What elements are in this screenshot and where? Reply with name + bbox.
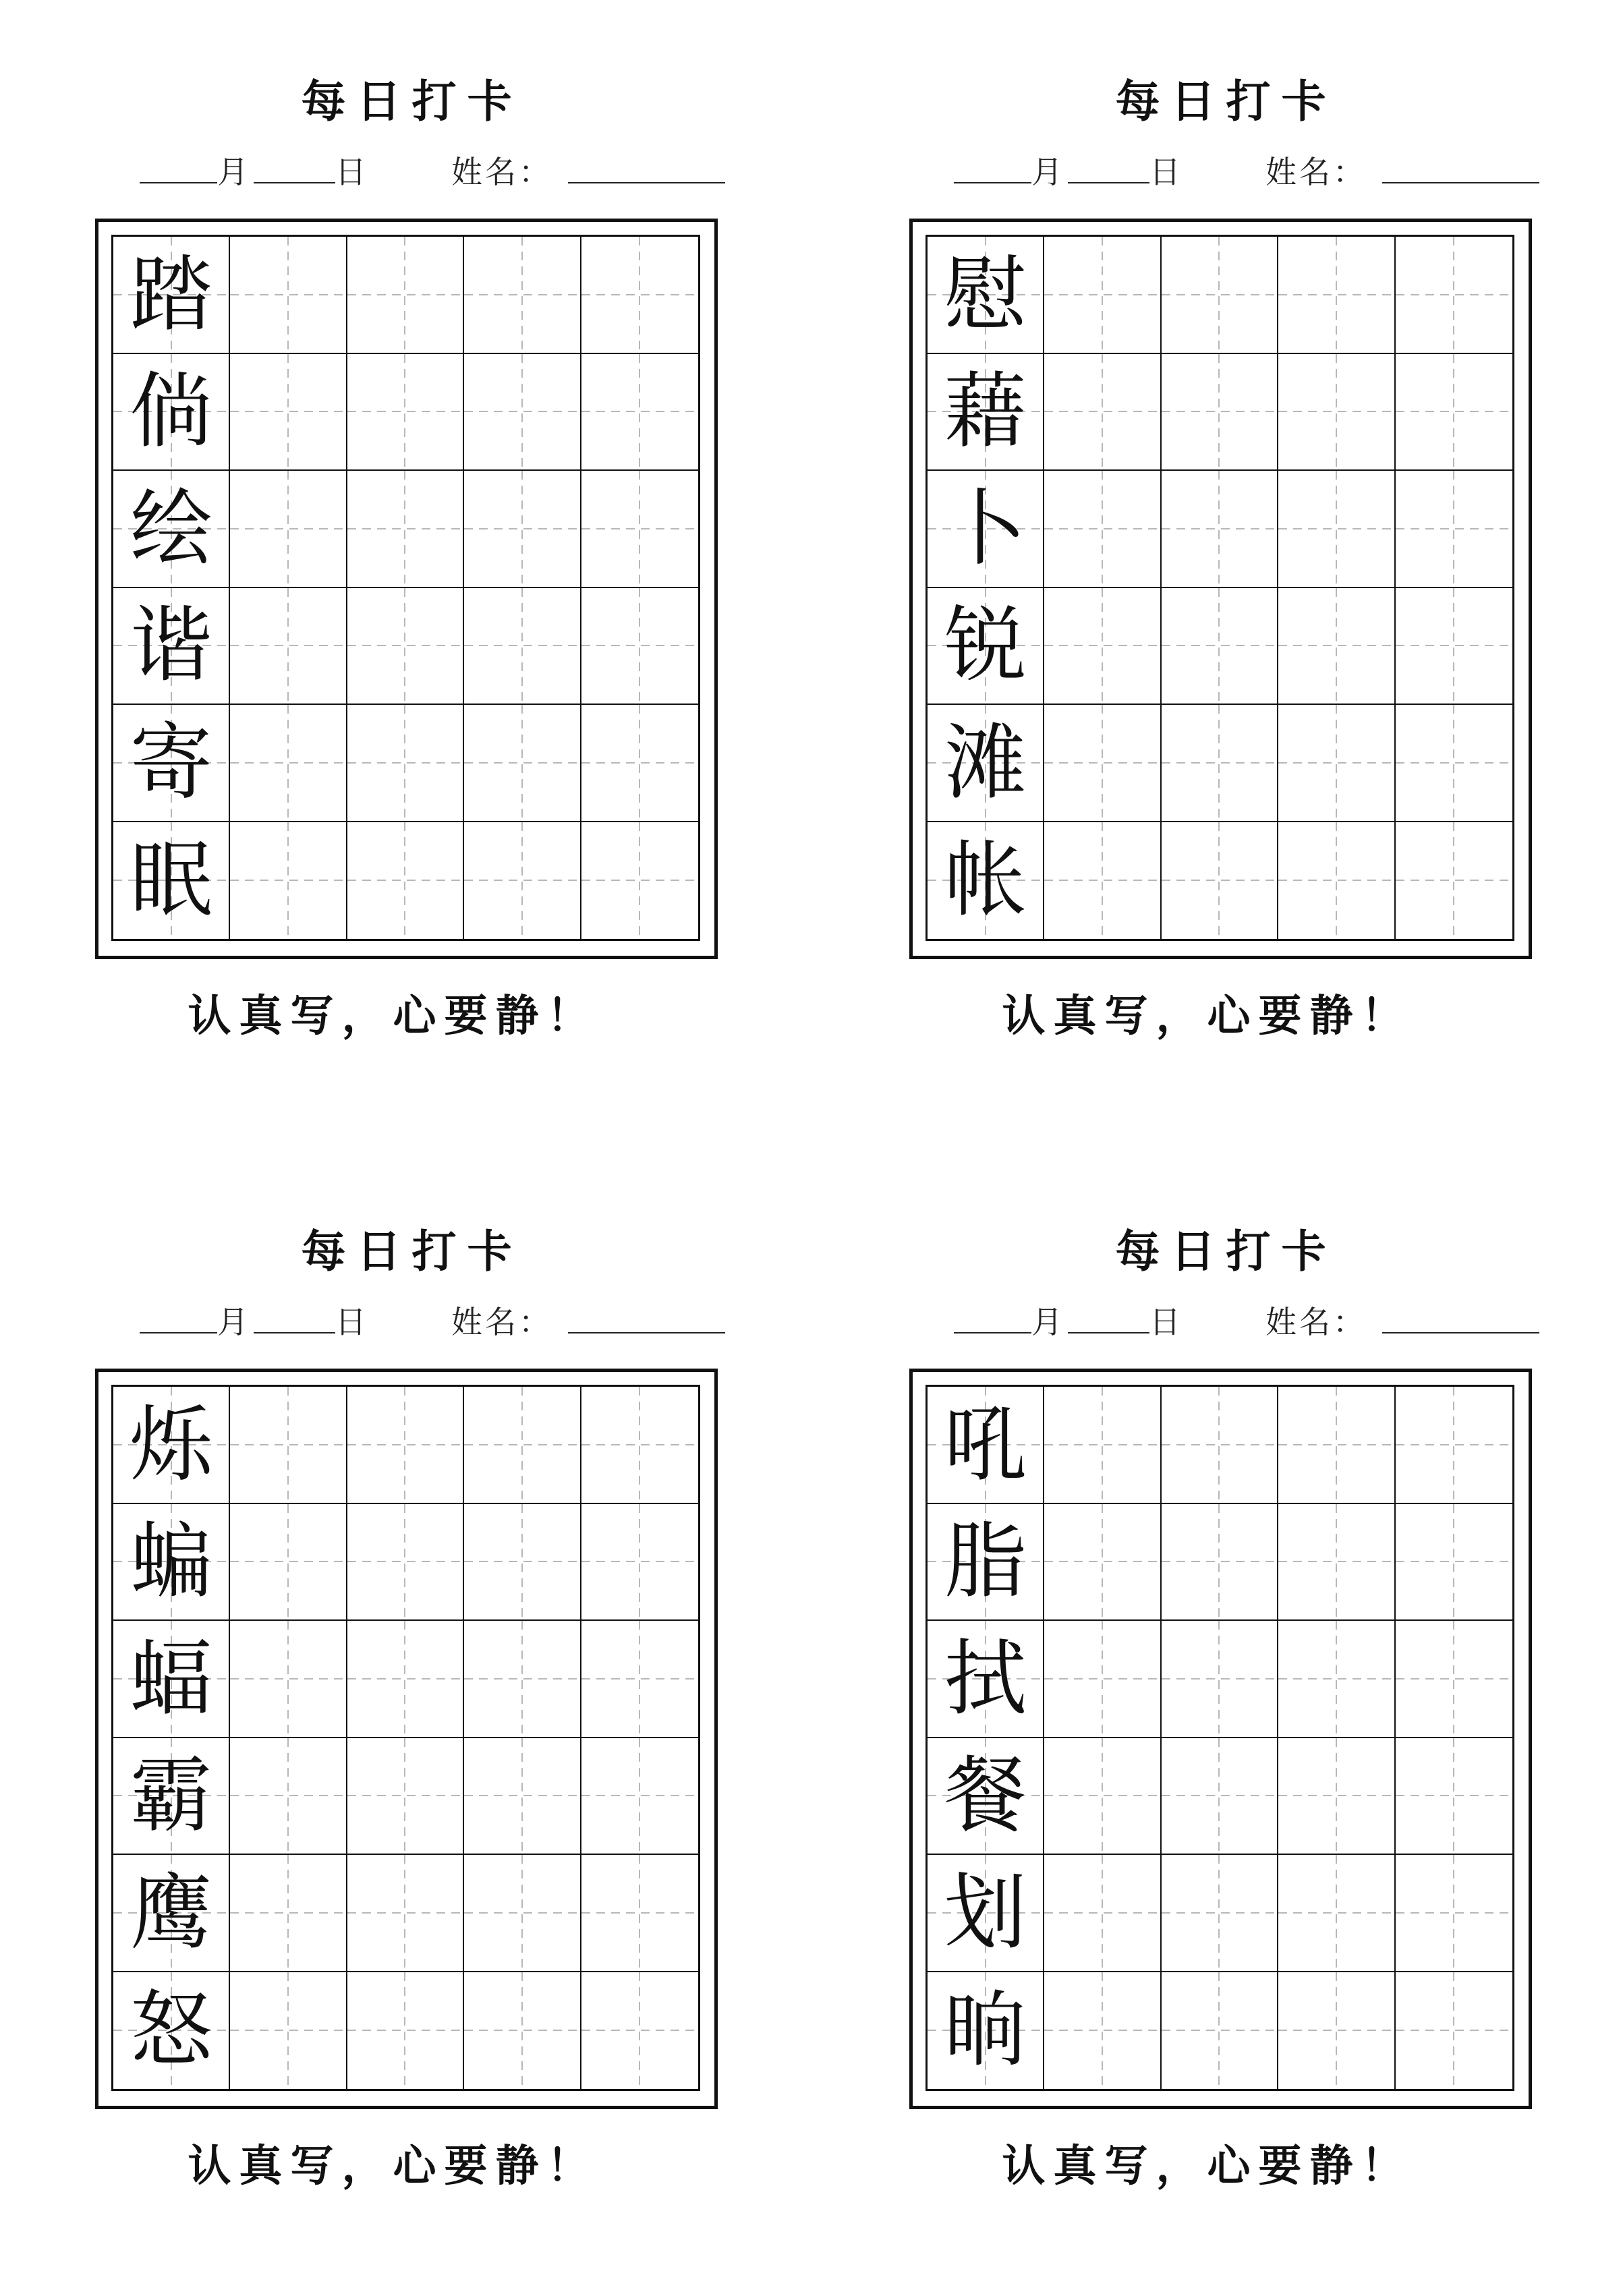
practice-cell <box>230 705 347 822</box>
practice-cell <box>1278 354 1395 471</box>
model-character-cell <box>928 1387 1044 1504</box>
practice-cell <box>1044 354 1161 471</box>
model-character: 滩 <box>944 714 1027 811</box>
practice-cell <box>230 1621 347 1738</box>
practice-cell <box>464 1504 581 1621</box>
date-name-line <box>140 155 725 189</box>
model-character: 慰 <box>944 246 1027 343</box>
practice-cell <box>581 1972 698 2090</box>
practice-grid <box>926 1385 1514 2091</box>
model-character: 怒 <box>130 1982 212 2079</box>
practice-cell <box>464 1387 581 1504</box>
practice-cell <box>1396 1972 1512 2090</box>
practice-cell <box>1162 354 1278 471</box>
model-character-cell <box>113 1387 230 1504</box>
worksheet-title: 每日打卡 <box>301 1225 523 1278</box>
practice-cell <box>1278 1504 1395 1621</box>
motto: 认真写，心要静！ <box>1002 2141 1413 2191</box>
practice-cell <box>581 822 698 940</box>
practice-cell <box>1044 1387 1161 1504</box>
model-character-cell <box>928 588 1044 706</box>
model-character: 餐 <box>944 1748 1027 1844</box>
practice-cell <box>1162 1855 1278 1972</box>
month-label: 月 <box>1031 1304 1062 1340</box>
practice-cell <box>1278 471 1395 588</box>
model-character-cell <box>113 354 230 471</box>
practice-cell <box>1396 1504 1512 1621</box>
practice-cell <box>1396 237 1512 354</box>
model-character: 蝠 <box>130 1630 212 1727</box>
model-character-cell <box>928 1621 1044 1738</box>
practice-cell <box>347 354 464 471</box>
practice-cell <box>581 1738 698 1856</box>
practice-box <box>95 1369 718 2109</box>
practice-cell <box>1044 237 1161 354</box>
practice-box <box>95 219 718 959</box>
month-label: 月 <box>1031 154 1062 190</box>
practice-cell <box>230 354 347 471</box>
practice-cell <box>581 588 698 706</box>
practice-cell <box>1162 1738 1278 1856</box>
model-character-cell <box>928 237 1044 354</box>
month-blank <box>954 1332 1031 1333</box>
day-label: 日 <box>1149 1304 1180 1340</box>
date-name-line <box>140 1305 725 1339</box>
practice-cell <box>230 822 347 940</box>
practice-cell <box>230 1504 347 1621</box>
practice-cell <box>1162 1621 1278 1738</box>
practice-cell <box>1396 1738 1512 1856</box>
day-label: 日 <box>335 1304 366 1340</box>
practice-cell <box>1278 1738 1395 1856</box>
practice-cell <box>1396 1855 1512 1972</box>
practice-box <box>909 1369 1532 2109</box>
model-character: 晌 <box>944 1982 1027 2079</box>
practice-cell <box>1044 1621 1161 1738</box>
practice-cell <box>230 237 347 354</box>
practice-cell <box>347 1855 464 1972</box>
practice-cell <box>347 705 464 822</box>
model-character-cell <box>928 705 1044 822</box>
model-character-cell <box>113 822 230 940</box>
model-character-cell <box>928 1738 1044 1856</box>
practice-cell <box>1278 1387 1395 1504</box>
practice-cell <box>581 1855 698 1972</box>
model-character-cell <box>113 1738 230 1856</box>
worksheet-panel-1 <box>95 67 718 1045</box>
month-blank <box>140 1332 217 1333</box>
practice-cell <box>1396 705 1512 822</box>
model-character-cell <box>113 1972 230 2090</box>
name-blank <box>568 182 725 183</box>
practice-cell <box>464 1621 581 1738</box>
practice-cell <box>230 1387 347 1504</box>
day-blank <box>254 182 335 183</box>
model-character: 脂 <box>944 1514 1027 1610</box>
practice-cell <box>230 588 347 706</box>
practice-cell <box>1162 822 1278 940</box>
model-character: 寄 <box>130 714 212 811</box>
practice-cell <box>581 354 698 471</box>
day-blank <box>1068 182 1149 183</box>
model-character-cell <box>928 1972 1044 2090</box>
practice-cell <box>1044 1738 1161 1856</box>
model-character-cell <box>113 705 230 822</box>
day-blank <box>254 1332 335 1333</box>
month-blank <box>954 182 1031 183</box>
practice-cell <box>1396 354 1512 471</box>
worksheet-panel-2 <box>909 67 1532 1045</box>
practice-cell <box>1278 1855 1395 1972</box>
date-name-line <box>954 155 1539 189</box>
practice-cell <box>1044 822 1161 940</box>
practice-cell <box>464 1738 581 1856</box>
practice-cell <box>230 1972 347 2090</box>
name-blank <box>1382 182 1539 183</box>
model-character: 蝙 <box>130 1514 212 1610</box>
model-character: 吼 <box>944 1396 1027 1493</box>
practice-cell <box>1396 1621 1512 1738</box>
practice-cell <box>581 705 698 822</box>
model-character-cell <box>928 1855 1044 1972</box>
practice-cell <box>1044 1504 1161 1621</box>
name-label: 姓名： <box>1265 154 1367 190</box>
practice-cell <box>347 1738 464 1856</box>
practice-cell <box>1278 705 1395 822</box>
model-character: 帐 <box>944 832 1027 929</box>
model-character: 踏 <box>130 246 212 343</box>
practice-cell <box>464 822 581 940</box>
practice-cell <box>1162 705 1278 822</box>
practice-cell <box>1278 237 1395 354</box>
name-blank <box>568 1332 725 1333</box>
motto: 认真写，心要静！ <box>188 991 598 1041</box>
practice-cell <box>347 237 464 354</box>
model-character-cell <box>928 822 1044 940</box>
model-character-cell <box>113 588 230 706</box>
practice-cell <box>581 1387 698 1504</box>
practice-cell <box>347 1972 464 2090</box>
model-character-cell <box>113 471 230 588</box>
practice-cell <box>464 1972 581 2090</box>
model-character-cell <box>113 1504 230 1621</box>
practice-cell <box>347 1504 464 1621</box>
model-character-cell <box>113 237 230 354</box>
name-label: 姓名： <box>1265 1304 1367 1340</box>
practice-grid <box>926 235 1514 941</box>
day-label: 日 <box>1149 154 1180 190</box>
practice-cell <box>1162 1387 1278 1504</box>
name-blank <box>1382 1332 1539 1333</box>
date-name-line <box>954 1305 1539 1339</box>
model-character: 霸 <box>130 1748 212 1844</box>
model-character: 烁 <box>130 1396 212 1493</box>
model-character: 绘 <box>130 480 212 577</box>
worksheet-panel-4 <box>909 1217 1532 2195</box>
practice-box <box>909 219 1532 959</box>
practice-cell <box>581 237 698 354</box>
model-character-cell <box>928 354 1044 471</box>
practice-cell <box>1396 588 1512 706</box>
practice-cell <box>1162 1504 1278 1621</box>
name-label: 姓名： <box>451 154 552 190</box>
practice-cell <box>347 588 464 706</box>
practice-cell <box>1044 471 1161 588</box>
practice-cell <box>347 1621 464 1738</box>
day-blank <box>1068 1332 1149 1333</box>
practice-cell <box>581 1504 698 1621</box>
practice-cell <box>1044 588 1161 706</box>
model-character: 拭 <box>944 1630 1027 1727</box>
model-character: 锐 <box>944 598 1027 694</box>
practice-grid <box>111 235 700 941</box>
practice-cell <box>1044 705 1161 822</box>
practice-cell <box>464 237 581 354</box>
practice-cell <box>1162 588 1278 706</box>
model-character-cell <box>928 471 1044 588</box>
practice-cell <box>230 1855 347 1972</box>
month-label: 月 <box>217 154 248 190</box>
practice-cell <box>1278 822 1395 940</box>
model-character: 藉 <box>944 364 1027 460</box>
practice-cell <box>464 705 581 822</box>
practice-cell <box>1278 588 1395 706</box>
practice-cell <box>464 354 581 471</box>
worksheet-panel-3 <box>95 1217 718 2195</box>
day-label: 日 <box>335 154 366 190</box>
model-character-cell <box>928 1504 1044 1621</box>
worksheet-title: 每日打卡 <box>1115 1225 1337 1278</box>
practice-cell <box>1162 471 1278 588</box>
practice-cell <box>581 471 698 588</box>
practice-cell <box>1162 1972 1278 2090</box>
practice-cell <box>464 588 581 706</box>
practice-grid <box>111 1385 700 2091</box>
model-character: 谐 <box>130 598 212 694</box>
model-character: 划 <box>944 1864 1027 1961</box>
worksheet-title: 每日打卡 <box>1115 75 1337 127</box>
practice-cell <box>1278 1972 1395 2090</box>
model-character: 眠 <box>130 832 212 929</box>
practice-cell <box>347 471 464 588</box>
motto: 认真写，心要静！ <box>188 2141 598 2191</box>
practice-cell <box>1396 471 1512 588</box>
practice-cell <box>230 471 347 588</box>
practice-cell <box>230 1738 347 1856</box>
worksheet-title: 每日打卡 <box>301 75 523 127</box>
model-character: 卜 <box>944 480 1027 577</box>
model-character-cell <box>113 1855 230 1972</box>
practice-cell <box>581 1621 698 1738</box>
practice-cell <box>347 1387 464 1504</box>
practice-cell <box>1044 1972 1161 2090</box>
practice-cell <box>347 822 464 940</box>
month-label: 月 <box>217 1304 248 1340</box>
model-character-cell <box>113 1621 230 1738</box>
practice-cell <box>1396 1387 1512 1504</box>
model-character: 倘 <box>130 364 212 460</box>
practice-cell <box>1162 237 1278 354</box>
month-blank <box>140 182 217 183</box>
practice-cell <box>464 1855 581 1972</box>
model-character: 鹰 <box>130 1864 212 1961</box>
practice-cell <box>1278 1621 1395 1738</box>
motto: 认真写，心要静！ <box>1002 991 1413 1041</box>
practice-cell <box>1044 1855 1161 1972</box>
practice-cell <box>464 471 581 588</box>
practice-cell <box>1396 822 1512 940</box>
name-label: 姓名： <box>451 1304 552 1340</box>
